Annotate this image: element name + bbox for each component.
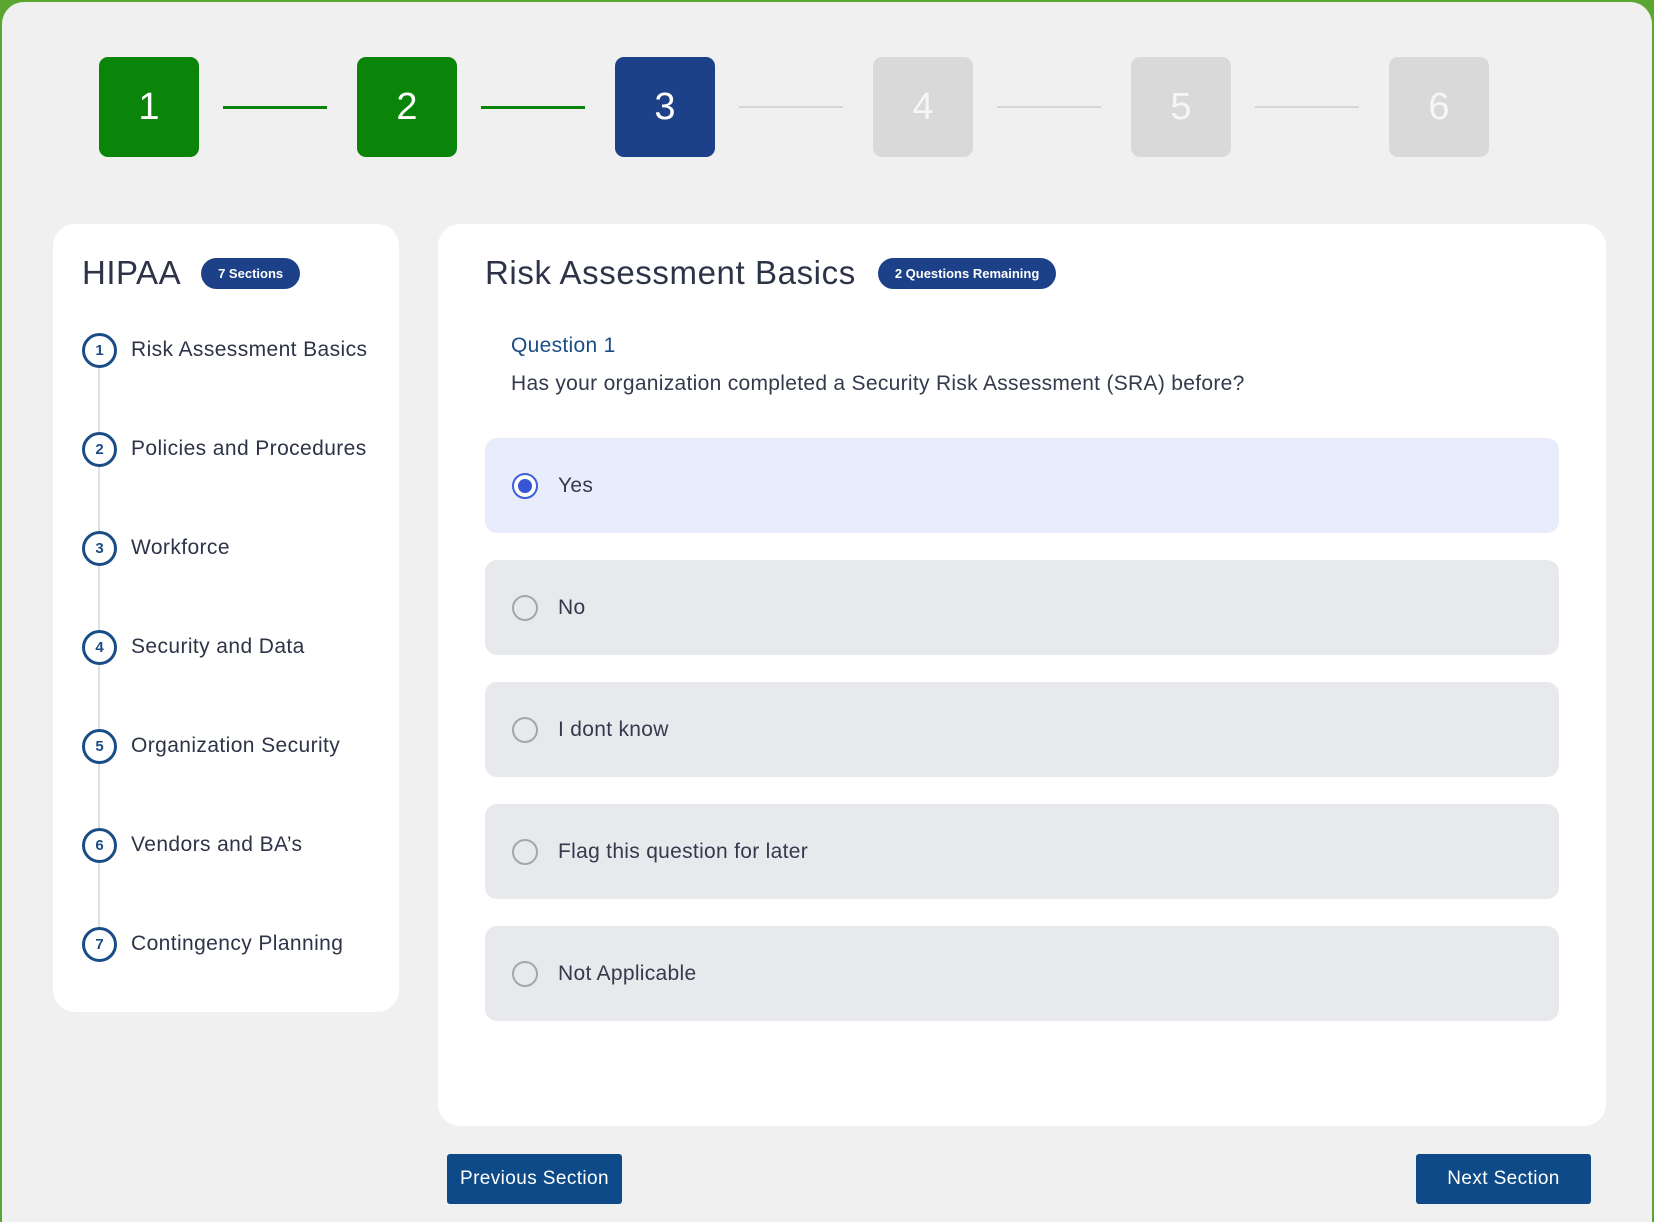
step-3[interactable] xyxy=(615,57,715,157)
option-yes[interactable] xyxy=(485,438,1559,533)
question-panel xyxy=(438,224,1606,1126)
sidebar-item-label: Risk Assessment Basics xyxy=(131,338,368,361)
sidebar-item-security-and-data[interactable] xyxy=(82,629,392,665)
section-list xyxy=(82,332,392,1025)
radio-button[interactable] xyxy=(512,961,538,987)
option-flag-for-later[interactable] xyxy=(485,804,1559,899)
questions-remaining-badge: 2 Questions Remaining xyxy=(878,258,1056,289)
section-number-badge: 7 xyxy=(82,927,117,962)
option-label: Not Applicable xyxy=(558,961,697,985)
section-title: Risk Assessment Basics xyxy=(485,254,856,291)
app-frame xyxy=(2,2,1652,1222)
option-label: Flag this question for later xyxy=(558,839,809,863)
question-panel-header xyxy=(485,254,1056,292)
sidebar-item-organization-security[interactable] xyxy=(82,728,392,764)
step-2[interactable] xyxy=(357,57,457,157)
sidebar-item-workforce[interactable] xyxy=(82,530,392,566)
step-connector-1 xyxy=(223,106,327,109)
step-1-label: 1 xyxy=(138,85,160,128)
step-4[interactable] xyxy=(873,57,973,157)
step-4-label: 4 xyxy=(912,85,934,128)
step-connector-2 xyxy=(481,106,585,109)
section-number-badge: 4 xyxy=(82,630,117,665)
sections-count-badge: 7 Sections xyxy=(201,258,300,289)
radio-button[interactable] xyxy=(512,595,538,621)
radio-selected-dot xyxy=(518,479,532,493)
step-connector-3 xyxy=(739,106,843,108)
step-1[interactable] xyxy=(99,57,199,157)
previous-section-button[interactable]: Previous Section xyxy=(447,1154,622,1204)
sections-sidebar xyxy=(53,224,399,1012)
radio-button[interactable] xyxy=(512,717,538,743)
section-number-badge: 6 xyxy=(82,828,117,863)
step-6[interactable] xyxy=(1389,57,1489,157)
step-connector-5 xyxy=(1255,106,1359,108)
question-text: Has your organization completed a Security Risk Assessment (SRA) before? xyxy=(511,372,1245,395)
sidebar-item-label: Vendors and BA’s xyxy=(131,833,303,856)
step-6-label: 6 xyxy=(1428,85,1450,128)
answer-options xyxy=(485,438,1559,1048)
section-number-badge: 2 xyxy=(82,432,117,467)
option-label: No xyxy=(558,595,586,619)
option-not-applicable[interactable] xyxy=(485,926,1559,1021)
progress-stepper xyxy=(99,57,1559,157)
section-number-badge: 5 xyxy=(82,729,117,764)
sidebar-title: HIPAA xyxy=(82,254,182,291)
option-label: I dont know xyxy=(558,717,669,741)
sidebar-item-policies-and-procedures[interactable] xyxy=(82,431,392,467)
option-no[interactable] xyxy=(485,560,1559,655)
sidebar-item-label: Contingency Planning xyxy=(131,932,344,955)
option-i-dont-know[interactable] xyxy=(485,682,1559,777)
step-3-label: 3 xyxy=(654,85,676,128)
section-number-badge: 1 xyxy=(82,333,117,368)
step-2-label: 2 xyxy=(396,85,418,128)
step-5[interactable] xyxy=(1131,57,1231,157)
sidebar-item-label: Organization Security xyxy=(131,734,341,757)
next-section-button[interactable]: Next Section xyxy=(1416,1154,1591,1204)
sidebar-item-risk-assessment-basics[interactable] xyxy=(82,332,392,368)
sidebar-item-contingency-planning[interactable] xyxy=(82,926,392,962)
step-5-label: 5 xyxy=(1170,85,1192,128)
option-label: Yes xyxy=(558,473,594,497)
sidebar-item-label: Security and Data xyxy=(131,635,305,658)
step-connector-4 xyxy=(997,106,1101,108)
radio-button[interactable] xyxy=(512,473,538,499)
sidebar-item-label: Workforce xyxy=(131,536,230,559)
sidebar-item-label: Policies and Procedures xyxy=(131,437,367,460)
section-number-badge: 3 xyxy=(82,531,117,566)
sidebar-header xyxy=(82,254,300,292)
sidebar-item-vendors-and-bas[interactable] xyxy=(82,827,392,863)
radio-button[interactable] xyxy=(512,839,538,865)
question-number: Question 1 xyxy=(511,334,616,357)
